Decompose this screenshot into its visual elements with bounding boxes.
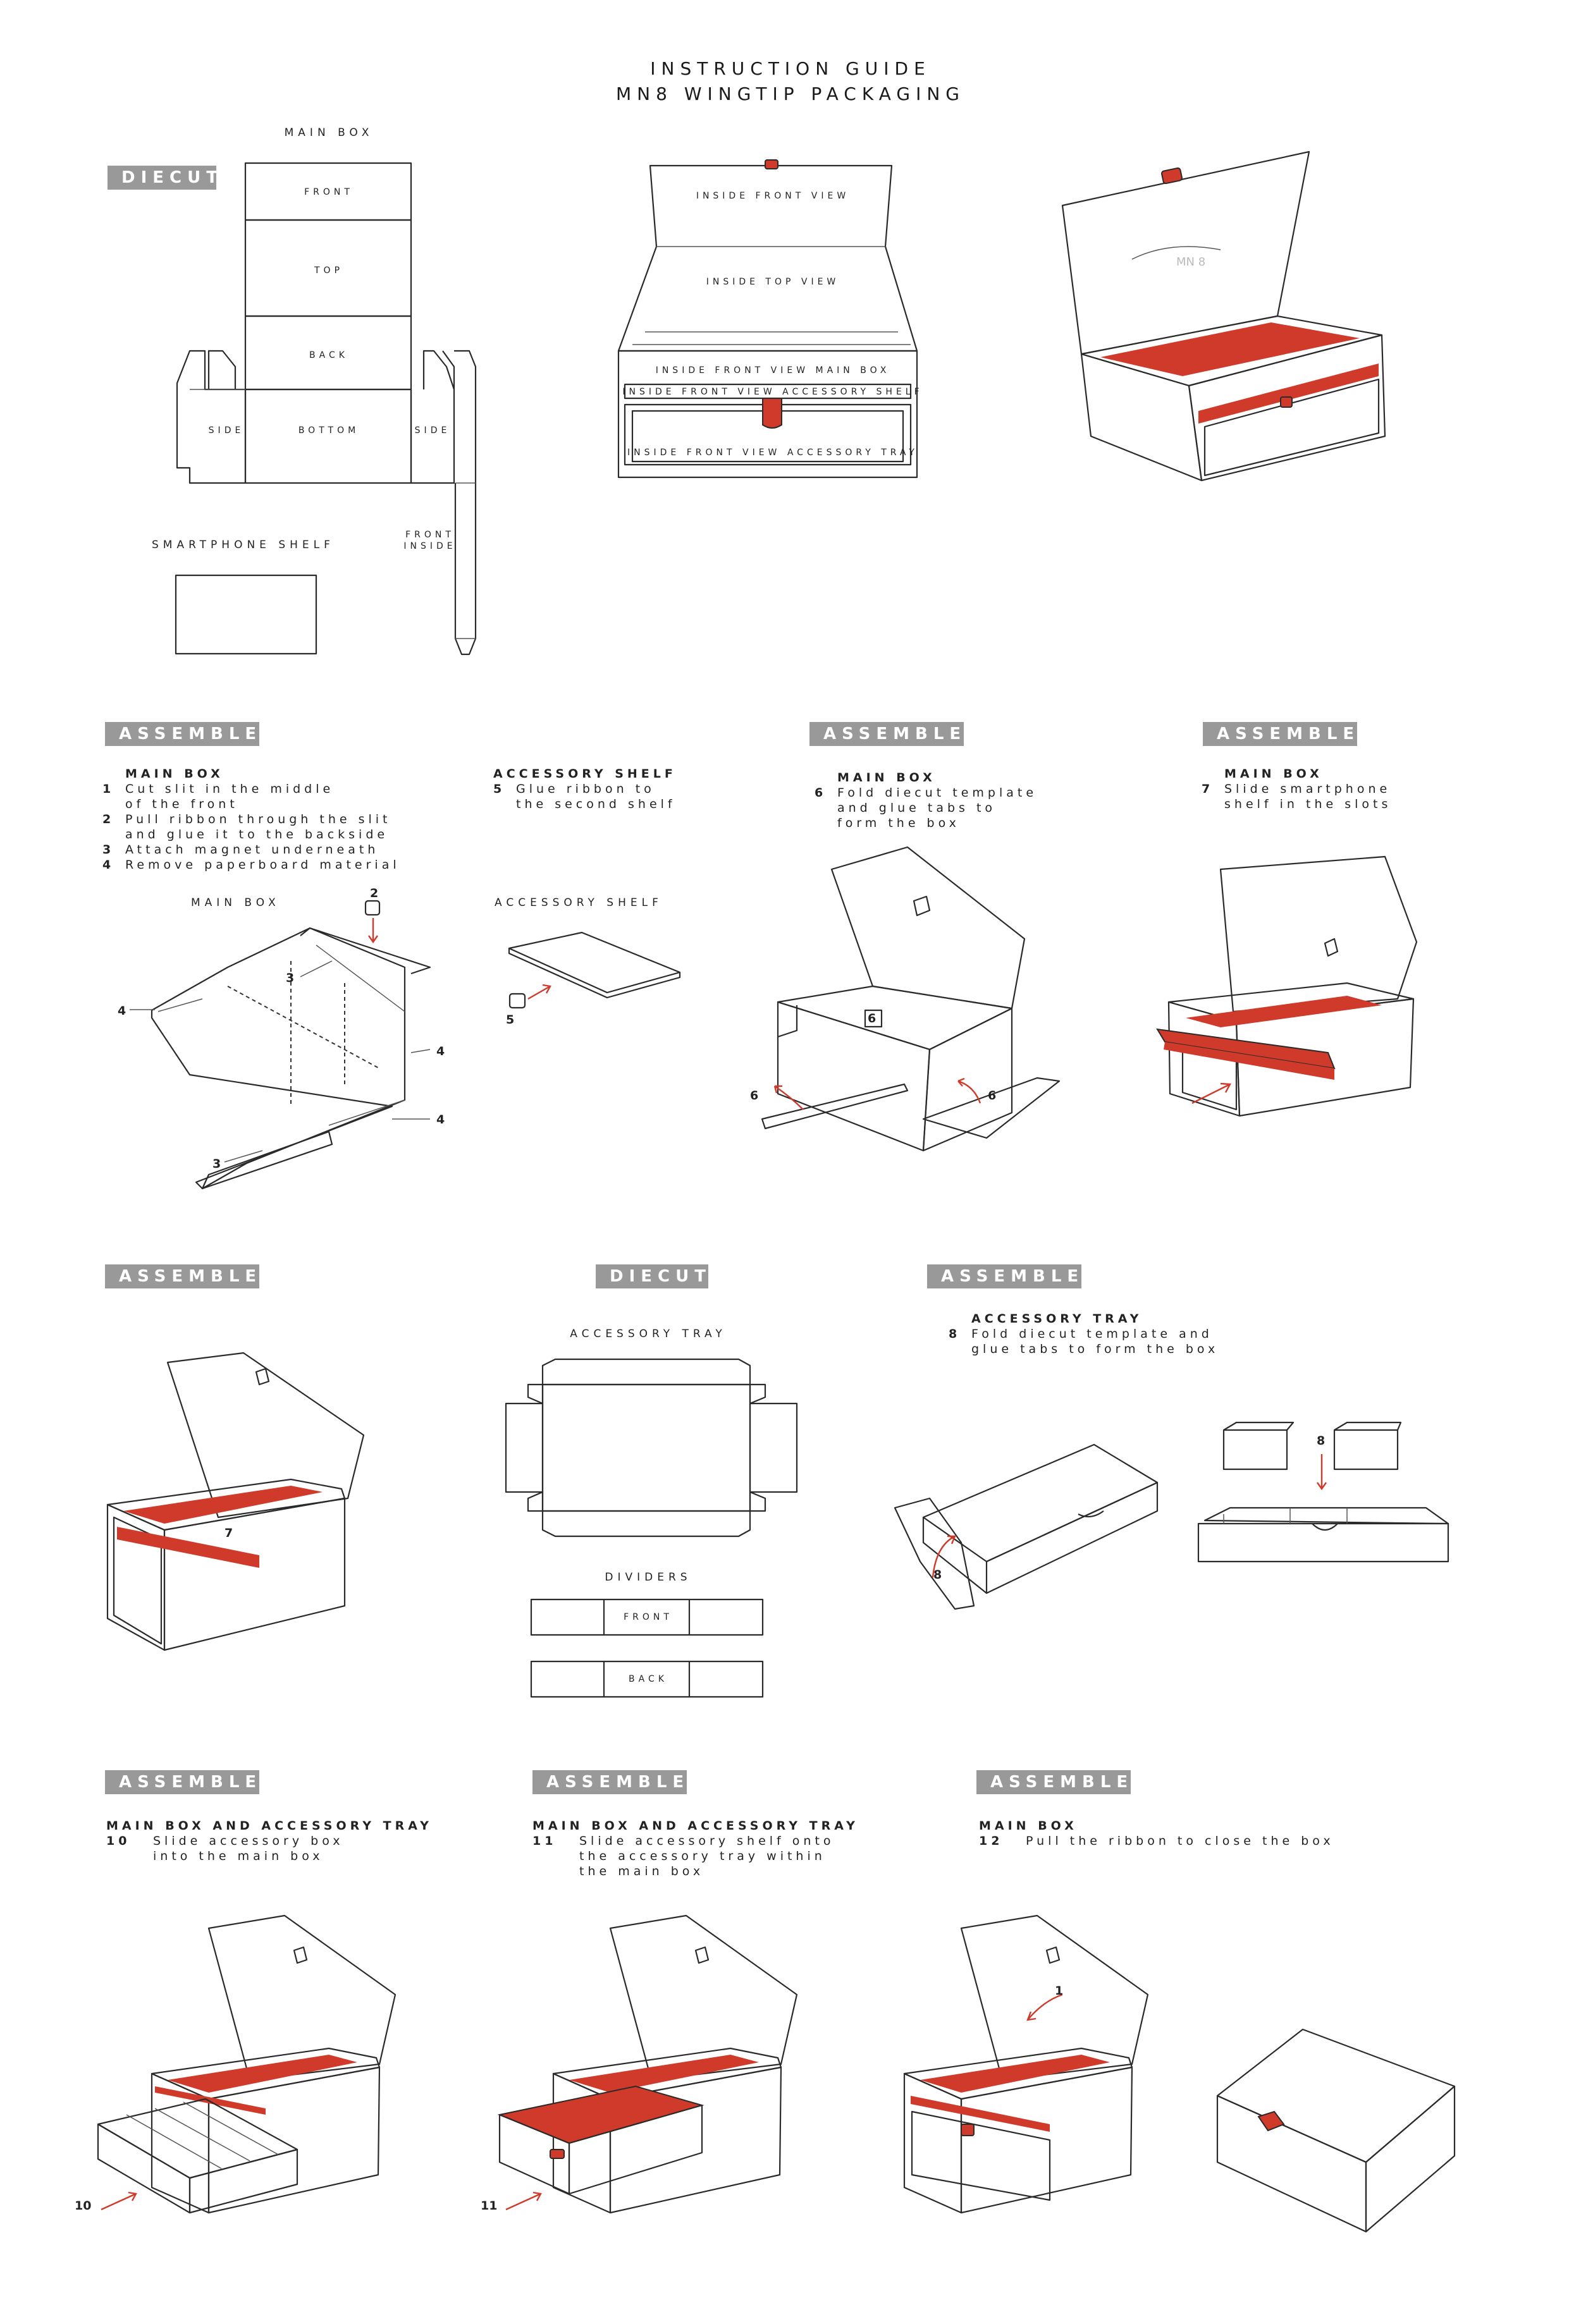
main-box-steps-heading: MAIN BOX	[125, 767, 224, 781]
panel-side-left-label: SIDE	[208, 425, 245, 436]
diecut-badge-2: DIECUT	[596, 1264, 708, 1288]
assemble-badge-4: ASSEMBLE	[105, 1264, 259, 1288]
inside-main-box-label: INSIDE FRONT VIEW MAIN BOX	[655, 365, 890, 376]
callout-6a: 6	[868, 1012, 877, 1025]
callout-8a: 8	[933, 1568, 942, 1582]
divider-front-label: FRONT	[624, 1612, 673, 1622]
tray-steps: ACCESSORY TRAY 8 Fold diecut template and glue tabs to form the box	[949, 1312, 1219, 1356]
assemble-badge-2: ASSEMBLE	[809, 722, 964, 746]
guide-title: INSTRUCTION GUIDE	[650, 58, 931, 79]
main-box-heading: MAIN BOX	[284, 126, 374, 139]
callout-4c: 4	[436, 1113, 445, 1127]
inside-top-view-label: INSIDE TOP VIEW	[706, 277, 840, 287]
callout-4b: 4	[436, 1044, 445, 1058]
accessory-shelf-figure-label: ACCESSORY SHELF	[495, 896, 663, 909]
assemble-badge-7: ASSEMBLE	[532, 1770, 687, 1794]
front-inside-label-2: INSIDE	[403, 541, 457, 551]
callout-3b: 3	[212, 1157, 221, 1171]
diecut-badge: DIECUT	[108, 166, 216, 190]
inside-accessory-shelf-label: INSIDE FRONT VIEW ACCESSORY SHELF	[622, 387, 923, 397]
callout-10: 10	[75, 2199, 92, 2213]
accessory-shelf-steps: ACCESSORY SHELF 5 Glue ribbon to the second shelf	[493, 767, 677, 811]
inside-accessory-tray-label: INSIDE FRONT VIEW ACCESSORY TRAY	[627, 448, 918, 458]
panel-front-label: FRONT	[304, 187, 354, 197]
step6-steps: MAIN BOX 6 Fold diecut template and glue tabs to form the box	[815, 771, 1038, 830]
main-box-figure-label: MAIN BOX	[191, 896, 280, 909]
callout-3a: 3	[286, 971, 295, 985]
panel-bottom-label: BOTTOM	[298, 425, 360, 436]
step12-steps: MAIN BOX 12 Pull the ribbon to close the box	[979, 1819, 1334, 1848]
accessory-shelf-steps-heading: ACCESSORY SHELF	[493, 767, 677, 781]
front-inside-label-1: FRONT	[405, 530, 455, 540]
callout-8b: 8	[1317, 1434, 1326, 1448]
panel-top-label: TOP	[314, 266, 344, 276]
logo-mark: MN 8	[1176, 255, 1206, 269]
panel-back-label: BACK	[309, 350, 348, 360]
accessory-tray-heading: ACCESSORY TRAY	[570, 1328, 727, 1340]
assemble-badge-1: ASSEMBLE	[105, 722, 259, 746]
callout-5: 5	[506, 1013, 515, 1027]
callout-7: 7	[225, 1526, 233, 1540]
assemble-badge-6: ASSEMBLE	[105, 1770, 259, 1794]
dividers-heading: DIVIDERS	[605, 1571, 692, 1584]
callout-2: 2	[370, 886, 379, 900]
assemble-badge-5: ASSEMBLE	[927, 1264, 1081, 1288]
callout-1: 1	[1055, 1984, 1064, 1998]
divider-back-label: BACK	[629, 1674, 668, 1684]
smartphone-shelf-label: SMARTPHONE SHELF	[152, 539, 335, 551]
step10-steps: MAIN BOX AND ACCESSORY TRAY 10 Slide accessory box into the main box	[106, 1819, 433, 1863]
callout-6c: 6	[988, 1089, 997, 1103]
assemble-badge-3: ASSEMBLE	[1203, 722, 1357, 746]
assemble-badge-8: ASSEMBLE	[976, 1770, 1131, 1794]
panel-side-right-label: SIDE	[414, 425, 451, 436]
inside-front-view-label: INSIDE FRONT VIEW	[696, 191, 850, 201]
callout-4a: 4	[118, 1004, 126, 1018]
callout-11: 11	[481, 2199, 498, 2213]
guide-subtitle: MN8 WINGTIP PACKAGING	[616, 83, 965, 104]
main-box-steps: MAIN BOX 1 Cut slit in the middle of the front 2 Pull ribbon through the slit and glue it to the backside 3 Attach magnet underneath 4 Remove paperboard material	[102, 767, 400, 872]
step7-steps: MAIN BOX 7 Slide smartphone shelf in the slots	[1202, 767, 1392, 811]
callout-6b: 6	[750, 1089, 759, 1103]
step11-steps: MAIN BOX AND ACCESSORY TRAY 11 Slide accessory shelf onto the accessory tray within the main box	[532, 1819, 859, 1878]
